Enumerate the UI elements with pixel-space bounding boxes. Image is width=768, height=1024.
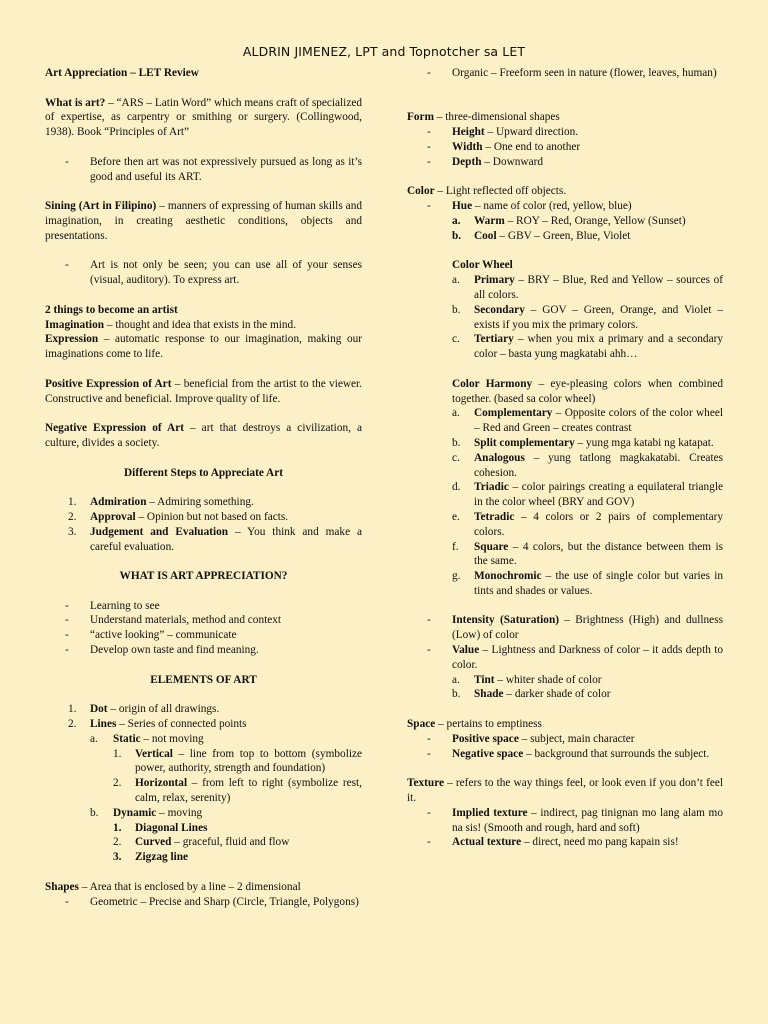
list-item: g. Monochromic – the use of single color but varies in tints and shades or values. bbox=[452, 570, 723, 597]
list-item: 1. Vertical – line from top to bottom (symbolize power, authority, strength and foundation) bbox=[113, 747, 362, 775]
list-item: 1. Admiration – Admiring something. bbox=[68, 496, 254, 509]
list-item: 2. Horizontal – from left to right (symbolize rest, calm, relax, serenity) bbox=[113, 777, 362, 805]
list-item: - Depth – Downward bbox=[427, 155, 543, 168]
list-item: c. Analogous – yung tatlong magkakatabi. Creates cohesion. bbox=[452, 451, 723, 479]
list-item: b. Shade – darker shade of color bbox=[452, 688, 611, 701]
section-heading: 2 things to become an artist bbox=[45, 303, 178, 316]
page-header: ALDRIN JIMENEZ, LPT and Topnotcher sa LET bbox=[242, 44, 526, 59]
list-item: - Implied texture – indirect, pag tinignan mo lang alam mo na sis! (Smooth and rough, hard and soft) bbox=[427, 806, 723, 834]
list-item: 2. Approval – Opinion but not based on facts. bbox=[68, 510, 289, 523]
doc-title: Art Appreciation – LET Review bbox=[45, 67, 199, 79]
shapes-definition: Shapes – Area that is enclosed by a line – 2 dimensional bbox=[45, 880, 301, 893]
list-item: 3. Zigzag line bbox=[113, 851, 189, 864]
list-item: - Positive space – subject, main character bbox=[427, 732, 635, 745]
expression-definition: Expression – automatic response to our imagination, making our imaginations come to life. bbox=[45, 333, 362, 361]
imagination-definition: Imagination – thought and idea that exists in the mind. bbox=[45, 318, 297, 331]
list-item: f. Square – 4 colors, but the distance between them is the same. bbox=[452, 540, 723, 568]
list-item: - Negative space – background that surrounds the subject. bbox=[427, 747, 710, 760]
list-item: - Hue – name of color (red, yellow, blue) bbox=[427, 200, 632, 213]
list-item: b. Secondary – GOV – Green, Orange, and Violet – exists if you mix the primary colors. bbox=[452, 303, 723, 331]
form-definition: Form – three-dimensional shapes bbox=[407, 111, 560, 124]
list-item: - Before then art was not expressively pursued as long as it’s good and useful its ART. bbox=[65, 155, 362, 183]
list-item: - Learning to see bbox=[65, 599, 160, 612]
list-item: - Geometric – Precise and Sharp (Circle, Triangle, Polygons) bbox=[65, 895, 359, 908]
elements-heading: ELEMENTS OF ART bbox=[150, 673, 257, 686]
list-item: - Organic – Freeform seen in nature (flower, leaves, human) bbox=[427, 67, 717, 79]
list-item: 2. Lines – Series of connected points bbox=[68, 718, 247, 731]
list-item: c. Tertiary – when you mix a primary and a secondary color – basta yung magkatabi ahh… bbox=[452, 333, 723, 361]
list-item: b. Split complementary – yung mga katabi ng katapat. bbox=[452, 436, 714, 449]
what-is-art: What is art? – “ARS – Latin Word” which means craft of specialized of expertise, as carpentry or smithing or surgery. (Collingwood, 1938). Book “Principles of Art” bbox=[45, 96, 362, 139]
list-item: b. Cool – GBV – Green, Blue, Violet bbox=[452, 229, 631, 242]
list-item: a. Complementary – Opposite colors of the color wheel – Red and Green – creates contrast bbox=[452, 407, 723, 435]
positive-expression: Positive Expression of Art – beneficial from the artist to the viewer. Constructive and beneficial. Improve quality of life. bbox=[45, 377, 362, 405]
list-item: - Actual texture – direct, need mo pang kapain sis! bbox=[427, 836, 679, 849]
list-item: a. Primary – BRY – Blue, Red and Yellow – sources of all colors. bbox=[452, 274, 723, 301]
list-item: - “active looking” – communicate bbox=[65, 629, 237, 642]
list-item: - Intensity (Saturation) – Brightness (High) and dullness (Low) of color bbox=[427, 614, 723, 642]
list-item: a. Warm – ROY – Red, Orange, Yellow (Sunset) bbox=[452, 214, 686, 227]
color-harmony-definition: Color Harmony – eye-pleasing colors when combined together. (based sa color wheel) bbox=[452, 377, 724, 405]
left-column bbox=[45, 66, 362, 909]
right-column bbox=[407, 66, 723, 850]
sining-definition: Sining (Art in Filipino) – manners of expressing of human skills and imagination, in creating aesthetic conditions, objects and presentations. bbox=[45, 200, 362, 242]
list-item: 1. Dot – origin of all drawings. bbox=[68, 703, 220, 716]
color-wheel-heading: Color Wheel bbox=[452, 259, 513, 272]
list-item: 1. Diagonal Lines bbox=[113, 821, 208, 834]
color-definition: Color – Light reflected off objects. bbox=[407, 185, 567, 198]
list-item: a. Tint – whiter shade of color bbox=[452, 673, 602, 686]
list-item: - Art is not only be seen; you can use all of your senses (visual, auditory). To express art. bbox=[65, 259, 362, 287]
list-item: - Height – Upward direction. bbox=[427, 126, 579, 139]
list-item: - Develop own taste and find meaning. bbox=[65, 644, 259, 657]
texture-definition: Texture – refers to the way things feel, or look even if you don’t feel it. bbox=[407, 777, 723, 805]
art-appreciation-heading: WHAT IS ART APPRECIATION? bbox=[119, 570, 288, 583]
steps-heading: Different Steps to Appreciate Art bbox=[124, 466, 283, 479]
list-item: 2. Curved – graceful, fluid and flow bbox=[113, 836, 290, 849]
list-item: e. Tetradic – 4 colors or 2 pairs of complementary colors. bbox=[452, 510, 723, 538]
list-item: - Width – One end to another bbox=[427, 140, 581, 153]
list-item: d. Triadic – color pairings creating a equilateral triangle in the color wheel (BRY and GOV) bbox=[452, 481, 723, 509]
list-item: a. Static – not moving bbox=[90, 732, 204, 745]
list-item: 3. Judgement and Evaluation – You think and make a careful evaluation. bbox=[68, 525, 362, 553]
list-item: - Value – Lightness and Darkness of color – it adds depth to color. bbox=[427, 644, 723, 671]
list-item: - Understand materials, method and context bbox=[65, 614, 282, 627]
negative-expression: Negative Expression of Art – art that destroys a civilization, a culture, divides a society. bbox=[45, 422, 362, 449]
space-definition: Space – pertains to emptiness bbox=[407, 718, 542, 731]
list-item: b. Dynamic – moving bbox=[90, 806, 203, 819]
